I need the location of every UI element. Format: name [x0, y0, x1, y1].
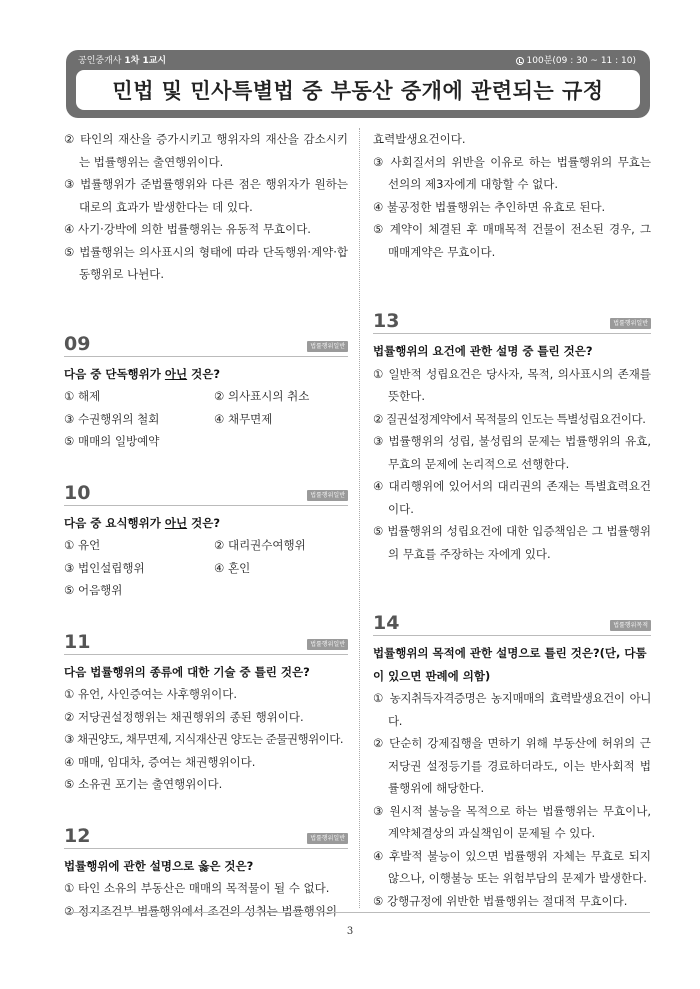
option: ① 유언, 사인증여는 사후행위이다.: [64, 687, 238, 701]
question-stem: 다음 법률행위의 종류에 대한 기술 중 틀린 것은?: [64, 664, 310, 679]
option: ⑤ 매매의 일방예약: [64, 434, 160, 448]
question-number: 09: [64, 332, 91, 355]
question-tag: 법률행위일반: [307, 341, 348, 352]
footer-divider: [66, 912, 650, 913]
question-12: [64, 822, 348, 923]
page-number: 3: [346, 926, 354, 937]
question-number: 11: [64, 630, 91, 653]
option: ④ 후발적 불능이 있으면 법률행위 자체는 무효로 되지 않으나, 이행불능 또는 위험부담의 문제가 발생한다.: [373, 848, 651, 885]
question-number: 10: [64, 481, 91, 504]
carry-over-options-right: [373, 128, 651, 263]
question-10: [64, 479, 348, 602]
option: ① 일반적 성립요건은 당사자, 목적, 의사표시의 존재를 뜻한다.: [373, 366, 651, 403]
option: ④ 매매, 임대차, 증여는 채권행위이다.: [64, 754, 256, 769]
option: ⑤ 어음행위: [64, 583, 123, 597]
clock-icon: [516, 57, 524, 65]
question-tag: 법률행위일반: [610, 318, 651, 329]
option: ④ 사기·강박에 의한 법률행위는 유동적 무효이다.: [64, 222, 311, 236]
column-divider: [359, 128, 360, 908]
question-stem: 법률행위에 관한 설명으로 옳은 것은?: [64, 858, 254, 873]
option: ③ 원시적 불능을 목적으로 하는 법률행위는 무효이나, 계약체결상의 과실책임이 문제될 수 있다.: [373, 803, 651, 840]
question-11: [64, 628, 348, 796]
option: ④ 대리행위에 있어서의 대리권의 존재는 특별효력요건이다.: [373, 479, 651, 516]
option: 효력발생요건이다.: [373, 132, 466, 146]
option: ② 질권설정계약에서 목적물의 인도는 특별성립요건이다.: [373, 411, 646, 426]
option: ② 단순히 강제집행을 면하기 위해 부동산에 허위의 근저당권 설정등기를 경료하더라도, 이는 반사회적 법률행위에 해당한다.: [373, 736, 651, 795]
question-14: [373, 609, 651, 912]
option: ② 의사표시의 취소: [214, 389, 310, 403]
option: ⑤ 법률행위의 성립요건에 대한 입증책임은 그 법률행위의 무효를 주장하는 자에게 있다.: [373, 524, 651, 561]
option: ① 해제: [64, 389, 101, 403]
option: ② 저당권설정행위는 채권행위의 종된 행위이다.: [64, 709, 304, 724]
option: ⑤ 계약이 체결된 후 매매목적 건물이 전소된 경우, 그 매매계약은 무효이다.: [373, 222, 651, 259]
question-number: 14: [373, 612, 400, 634]
question-stem: 다음 중 요식행위가 아닌 것은?: [64, 515, 221, 530]
exam-time: 100분(09 : 30 ~ 11 : 10): [516, 54, 636, 68]
option: ① 유언: [64, 538, 101, 552]
option: ③ 채권양도, 채무면제, 지식재산권 양도는 준물권행위이다.: [64, 732, 344, 746]
option: ② 정지조건부 법률행위에서 조건의 성취는 법률행위의: [64, 903, 337, 918]
question-13: [373, 307, 651, 565]
option: ② 타인의 재산을 증가시키고 행위자의 재산을 감소시키는 법률행위는 출연행위이다.: [64, 132, 348, 169]
question-stem: 법률행위의 요건에 관한 설명 중 틀린 것은?: [373, 344, 593, 358]
option: ③ 법률행위가 준법률행위와 다른 점은 행위자가 원하는 대로의 효과가 발생한다는 데 있다.: [64, 177, 348, 214]
right-column: [373, 128, 651, 912]
header-info-bar: [78, 54, 636, 68]
question-tag: 법률행위일반: [307, 833, 348, 844]
exam-header: [66, 50, 650, 118]
question-stem: 법률행위의 목적에 관한 설명으로 틀린 것은?(단, 다툼이 있으면 판례에 의함): [373, 646, 647, 683]
question-stem: 다음 중 단독행위가 아닌 것은?: [64, 366, 221, 381]
question-number: 13: [373, 310, 400, 332]
option: ③ 법인설립행위: [64, 560, 145, 575]
option: ③ 사회질서의 위반을 이유로 하는 법률행위의 무효는 선의의 제3자에게 대항할 수 없다.: [373, 154, 651, 191]
page-title: 민법 및 민사특별법 중 부동산 중개에 관련되는 규정: [76, 70, 640, 110]
option: ⑤ 강행규정에 위반한 법률행위는 절대적 무효이다.: [373, 893, 628, 908]
option: ③ 법률행위의 성립, 불성립의 문제는 법률행위의 유효, 무효의 문제에 논리적으로 선행한다.: [373, 434, 651, 471]
question-tag: 법률행위목적: [610, 620, 651, 631]
option: ④ 혼인: [214, 560, 251, 575]
option: ① 타인 소유의 부동산은 매매의 목적물이 될 수 없다.: [64, 881, 330, 895]
option: ① 농지취득자격증명은 농지매매의 효력발생요건이 아니다.: [373, 691, 651, 728]
option: ③ 수권행위의 철회: [64, 411, 160, 426]
option: ④ 채무면제: [214, 411, 273, 426]
exam-label: 공인중개사 1차 1교시: [78, 56, 167, 66]
option: ② 대리권수여행위: [214, 538, 306, 552]
question-tag: 법률행위일반: [307, 490, 348, 501]
option: ⑤ 소유권 포기는 출연행위이다.: [64, 777, 223, 791]
carry-over-options-left: [64, 128, 348, 286]
left-column: [64, 128, 348, 922]
option: ④ 불공정한 법률행위는 추인하면 유효로 된다.: [373, 199, 606, 214]
question-09: [64, 330, 348, 453]
question-number: 12: [64, 824, 91, 847]
option: ⑤ 법률행위는 의사표시의 형태에 따라 단독행위·계약·합동행위로 나뉜다.: [64, 244, 348, 281]
question-tag: 법률행위일반: [307, 639, 348, 650]
